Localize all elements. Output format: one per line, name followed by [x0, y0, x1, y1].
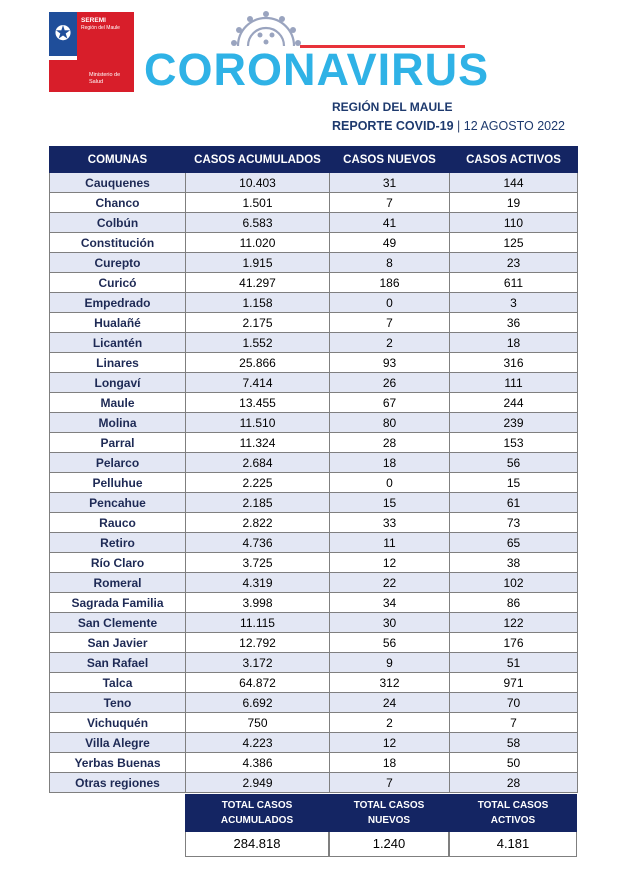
table-row	[50, 613, 578, 633]
casos-nuevos-cell: 56	[330, 633, 450, 653]
total-activos-value: 4.181	[449, 832, 577, 857]
casos-acumulados-cell: 6.583	[186, 213, 330, 233]
comuna-cell: Curicó	[50, 273, 186, 293]
comuna-cell: Constitución	[50, 233, 186, 253]
table-row	[50, 393, 578, 413]
comuna-cell: Río Claro	[50, 553, 186, 573]
comuna-cell: Yerbas Buenas	[50, 753, 186, 773]
casos-acumulados-cell: 10.403	[186, 173, 330, 193]
casos-nuevos-cell: 15	[330, 493, 450, 513]
casos-nuevos-cell: 26	[330, 373, 450, 393]
table-row	[50, 753, 578, 773]
casos-nuevos-cell: 24	[330, 693, 450, 713]
casos-acumulados-cell: 41.297	[186, 273, 330, 293]
casos-activos-cell: 144	[450, 173, 578, 193]
casos-nuevos-cell: 312	[330, 673, 450, 693]
casos-nuevos-cell: 186	[330, 273, 450, 293]
casos-activos-cell: 19	[450, 193, 578, 213]
table-row	[50, 493, 578, 513]
casos-nuevos-cell: 0	[330, 473, 450, 493]
casos-activos-cell: 611	[450, 273, 578, 293]
table-row	[50, 673, 578, 693]
casos-nuevos-cell: 34	[330, 593, 450, 613]
table-row	[50, 193, 578, 213]
comuna-cell: Longaví	[50, 373, 186, 393]
casos-activos-cell: 50	[450, 753, 578, 773]
comuna-cell: San Javier	[50, 633, 186, 653]
total-nuevos	[329, 794, 449, 858]
casos-activos-cell: 316	[450, 353, 578, 373]
total-acumulados-value: 284.818	[185, 832, 329, 857]
casos-acumulados-cell: 4.386	[186, 753, 330, 773]
casos-nuevos-cell: 2	[330, 713, 450, 733]
casos-activos-cell: 971	[450, 673, 578, 693]
casos-activos-cell: 38	[450, 553, 578, 573]
comuna-cell: Empedrado	[50, 293, 186, 313]
column-header-casos-nuevos: CASOS NUEVOS	[330, 147, 450, 173]
casos-activos-cell: 125	[450, 233, 578, 253]
report-label: REPORTE COVID-19	[332, 119, 454, 133]
casos-activos-cell: 3	[450, 293, 578, 313]
total-acumulados-label: TOTAL CASOS ACUMULADOS	[185, 794, 329, 832]
total-activos	[449, 794, 577, 858]
casos-activos-cell: 65	[450, 533, 578, 553]
comuna-cell: San Clemente	[50, 613, 186, 633]
table-row	[50, 733, 578, 753]
casos-nuevos-cell: 33	[330, 513, 450, 533]
casos-nuevos-cell: 30	[330, 613, 450, 633]
casos-nuevos-cell: 18	[330, 753, 450, 773]
comuna-cell: Rauco	[50, 513, 186, 533]
casos-acumulados-cell: 4.736	[186, 533, 330, 553]
total-acumulados	[185, 794, 329, 858]
casos-nuevos-cell: 31	[330, 173, 450, 193]
table-row	[50, 593, 578, 613]
table-row	[50, 553, 578, 573]
table-row	[50, 453, 578, 473]
casos-activos-cell: 239	[450, 413, 578, 433]
casos-acumulados-cell: 64.872	[186, 673, 330, 693]
casos-acumulados-cell: 12.792	[186, 633, 330, 653]
table-row	[50, 433, 578, 453]
casos-acumulados-cell: 7.414	[186, 373, 330, 393]
casos-nuevos-cell: 0	[330, 293, 450, 313]
casos-activos-cell: 122	[450, 613, 578, 633]
casos-acumulados-cell: 2.175	[186, 313, 330, 333]
casos-acumulados-cell: 3.998	[186, 593, 330, 613]
casos-nuevos-cell: 9	[330, 653, 450, 673]
logo-ministerio: Ministerio de Salud	[89, 72, 121, 85]
report-line	[332, 119, 565, 133]
casos-acumulados-cell: 1.552	[186, 333, 330, 353]
casos-acumulados-cell: 2.822	[186, 513, 330, 533]
comuna-cell: Villa Alegre	[50, 733, 186, 753]
casos-nuevos-cell: 49	[330, 233, 450, 253]
report-date: 12 AGOSTO 2022	[463, 119, 566, 133]
region-label: REGIÓN DEL MAULE	[332, 100, 453, 114]
total-nuevos-label: TOTAL CASOS NUEVOS	[329, 794, 449, 832]
casos-activos-cell: 102	[450, 573, 578, 593]
casos-nuevos-cell: 22	[330, 573, 450, 593]
table-row	[50, 573, 578, 593]
casos-acumulados-cell: 2.684	[186, 453, 330, 473]
casos-nuevos-cell: 7	[330, 193, 450, 213]
table-row	[50, 253, 578, 273]
table-row	[50, 773, 578, 793]
casos-nuevos-cell: 7	[330, 773, 450, 793]
covid-cases-table	[49, 146, 578, 793]
casos-acumulados-cell: 11.324	[186, 433, 330, 453]
casos-activos-cell: 73	[450, 513, 578, 533]
total-nuevos-value: 1.240	[329, 832, 449, 857]
column-header-comunas: COMUNAS	[50, 147, 186, 173]
table-row	[50, 213, 578, 233]
table-body	[50, 173, 578, 793]
comuna-cell: Chanco	[50, 193, 186, 213]
table-row	[50, 633, 578, 653]
comuna-cell: Cauquenes	[50, 173, 186, 193]
casos-acumulados-cell: 4.319	[186, 573, 330, 593]
casos-acumulados-cell: 11.510	[186, 413, 330, 433]
comuna-cell: Teno	[50, 693, 186, 713]
casos-activos-cell: 56	[450, 453, 578, 473]
casos-acumulados-cell: 3.172	[186, 653, 330, 673]
comuna-cell: Retiro	[50, 533, 186, 553]
casos-nuevos-cell: 7	[330, 313, 450, 333]
comuna-cell: Pelluhue	[50, 473, 186, 493]
casos-acumulados-cell: 2.949	[186, 773, 330, 793]
casos-acumulados-cell: 1.915	[186, 253, 330, 273]
comuna-cell: Sagrada Familia	[50, 593, 186, 613]
casos-acumulados-cell: 11.020	[186, 233, 330, 253]
comuna-cell: Hualañé	[50, 313, 186, 333]
column-header-casos-activos: CASOS ACTIVOS	[450, 147, 578, 173]
casos-activos-cell: 244	[450, 393, 578, 413]
ministerio-salud-logo	[49, 12, 134, 92]
casos-acumulados-cell: 2.185	[186, 493, 330, 513]
report-separator: |	[457, 119, 461, 133]
casos-activos-cell: 176	[450, 633, 578, 653]
comuna-cell: Licantén	[50, 333, 186, 353]
casos-activos-cell: 23	[450, 253, 578, 273]
table-header-row	[50, 147, 578, 173]
comuna-cell: Maule	[50, 393, 186, 413]
casos-acumulados-cell: 2.225	[186, 473, 330, 493]
comuna-cell: Vichuquén	[50, 713, 186, 733]
casos-activos-cell: 15	[450, 473, 578, 493]
casos-activos-cell: 61	[450, 493, 578, 513]
comuna-cell: Curepto	[50, 253, 186, 273]
casos-nuevos-cell: 67	[330, 393, 450, 413]
casos-nuevos-cell: 18	[330, 453, 450, 473]
casos-activos-cell: 51	[450, 653, 578, 673]
casos-nuevos-cell: 12	[330, 553, 450, 573]
casos-activos-cell: 36	[450, 313, 578, 333]
table-row	[50, 353, 578, 373]
comuna-cell: Linares	[50, 353, 186, 373]
comuna-cell: Otras regiones	[50, 773, 186, 793]
table-row	[50, 313, 578, 333]
comuna-cell: Romeral	[50, 573, 186, 593]
comuna-cell: Pelarco	[50, 453, 186, 473]
logo-region: Región del Maule	[81, 25, 120, 31]
casos-activos-cell: 58	[450, 733, 578, 753]
table-row	[50, 413, 578, 433]
casos-activos-cell: 111	[450, 373, 578, 393]
comuna-cell: Parral	[50, 433, 186, 453]
casos-activos-cell: 7	[450, 713, 578, 733]
totals-section	[185, 794, 577, 858]
casos-acumulados-cell: 25.866	[186, 353, 330, 373]
casos-acumulados-cell: 1.501	[186, 193, 330, 213]
casos-activos-cell: 153	[450, 433, 578, 453]
casos-nuevos-cell: 2	[330, 333, 450, 353]
casos-nuevos-cell: 12	[330, 733, 450, 753]
total-activos-label: TOTAL CASOS ACTIVOS	[449, 794, 577, 832]
casos-acumulados-cell: 3.725	[186, 553, 330, 573]
casos-nuevos-cell: 11	[330, 533, 450, 553]
comuna-cell: Colbún	[50, 213, 186, 233]
logo-seremi: SEREMI	[81, 17, 106, 24]
comuna-cell: San Rafael	[50, 653, 186, 673]
casos-acumulados-cell: 4.223	[186, 733, 330, 753]
casos-nuevos-cell: 8	[330, 253, 450, 273]
table-row	[50, 473, 578, 493]
casos-nuevos-cell: 80	[330, 413, 450, 433]
casos-acumulados-cell: 1.158	[186, 293, 330, 313]
table-row	[50, 513, 578, 533]
table-row	[50, 273, 578, 293]
comuna-cell: Pencahue	[50, 493, 186, 513]
casos-nuevos-cell: 93	[330, 353, 450, 373]
casos-activos-cell: 86	[450, 593, 578, 613]
table-row	[50, 653, 578, 673]
chile-crest-icon: ✪	[54, 23, 72, 45]
table-row	[50, 713, 578, 733]
column-header-casos-acumulados: CASOS ACUMULADOS	[186, 147, 330, 173]
comuna-cell: Talca	[50, 673, 186, 693]
casos-acumulados-cell: 11.115	[186, 613, 330, 633]
casos-acumulados-cell: 13.455	[186, 393, 330, 413]
casos-activos-cell: 28	[450, 773, 578, 793]
casos-activos-cell: 70	[450, 693, 578, 713]
table-row	[50, 233, 578, 253]
casos-acumulados-cell: 6.692	[186, 693, 330, 713]
casos-activos-cell: 110	[450, 213, 578, 233]
casos-nuevos-cell: 28	[330, 433, 450, 453]
table-row	[50, 293, 578, 313]
casos-activos-cell: 18	[450, 333, 578, 353]
casos-nuevos-cell: 41	[330, 213, 450, 233]
page-title: CORONAVIRUS	[144, 44, 490, 95]
table-row	[50, 693, 578, 713]
table-row	[50, 533, 578, 553]
table-row	[50, 333, 578, 353]
table-row	[50, 173, 578, 193]
comuna-cell: Molina	[50, 413, 186, 433]
casos-acumulados-cell: 750	[186, 713, 330, 733]
table-row	[50, 373, 578, 393]
